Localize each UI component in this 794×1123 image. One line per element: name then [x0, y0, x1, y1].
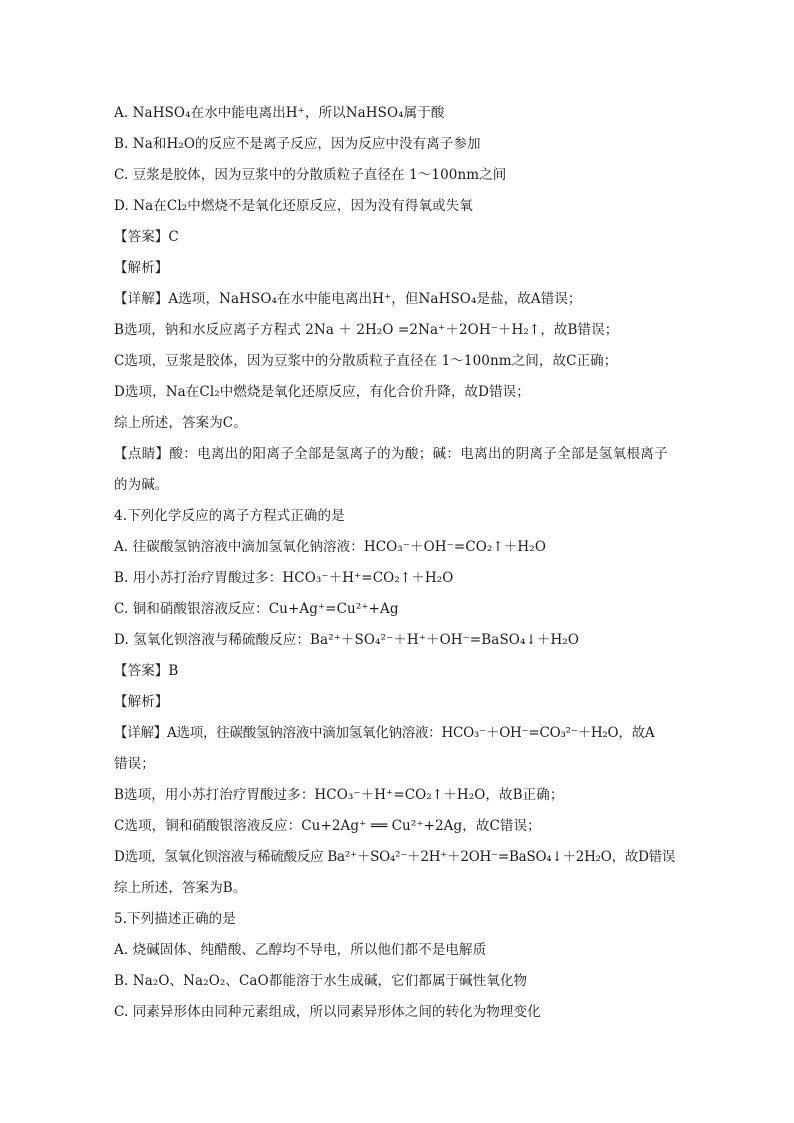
option-d-text: D. 氢氧化钡溶液与稀硫酸反应：Ba²⁺＋SO₄²⁻＋H⁺＋OH⁻=BaSO₄↓＋H₂O: [114, 632, 580, 648]
detail-text: D选项，Na在Cl₂中燃烧是氧化还原反应，有化合价升降，故D错误；: [114, 384, 530, 400]
detail-text: 【详解】A选项，往碳酸氢钠溶液中滴加氢氧化钠溶液：HCO₃⁻＋OH⁻=CO₃²⁻＋H₂O，故A: [114, 725, 655, 741]
document-page: [114, 98, 694, 1028]
option-a-text: A. NaHSO₄在水中能电离出H⁺，所以NaHSO₄属于酸: [114, 105, 445, 121]
detail-text: 错误；: [114, 756, 155, 772]
answer-label: 【答案】C: [114, 229, 179, 245]
option-c-text: C. 铜和硝酸银溶液反应：Cu+Ag⁺=Cu²⁺+Ag: [114, 601, 399, 617]
option-a-text: A. 往碳酸氢钠溶液中滴加氢氧化钠溶液：HCO₃⁻＋OH⁻=CO₂↑＋H₂O: [114, 539, 546, 555]
detail-text: B选项，钠和水反应离子方程式 2Na ＋ 2H₂O =2Na⁺＋2OH⁻＋H₂↑，故B错误；: [114, 322, 619, 338]
option-c-text: C. 豆浆是胶体，因为豆浆中的分散质粒子直径在 1～100nm之间: [114, 167, 507, 183]
analysis-label: 【解析】: [114, 694, 169, 710]
option-b-text: B. 用小苏打治疗胃酸过多：HCO₃⁻＋H⁺=CO₂↑＋H₂O: [114, 570, 454, 586]
summary-text: 综上所述，答案为B。: [114, 880, 247, 896]
question-4-stem: 4.下列化学反应的离子方程式正确的是: [114, 508, 345, 524]
detail-text: C选项，铜和硝酸银溶液反应：Cu+2Ag⁺ ══ Cu²⁺+2Ag，故C错误；: [114, 818, 541, 834]
note-text: 的为碱。: [114, 477, 169, 493]
detail-text: 【详解】A选项，NaHSO₄在水中能电离出H⁺，但NaHSO₄是盐，故A错误；: [114, 291, 582, 307]
option-b-text: B. Na₂O、Na₂O₂、CaO都能溶于水生成碱，它们都属于碱性氧化物: [114, 973, 528, 989]
detail-text: C选项，豆浆是胶体，因为豆浆中的分散质粒子直径在 1～100nm之间，故C正确；: [114, 353, 618, 369]
answer-label: 【答案】B: [114, 663, 179, 679]
detail-text: D选项，氢氧化钡溶液与稀硫酸反应 Ba²⁺＋SO₄²⁻＋2H⁺＋2OH⁻=BaSO₄↓＋2H₂O，故D错误: [114, 849, 676, 865]
detail-text: B选项，用小苏打治疗胃酸过多：HCO₃⁻＋H⁺=CO₂↑＋H₂O，故B正确；: [114, 787, 564, 803]
option-c-text: C. 同素异形体由同种元素组成，所以同素异形体之间的转化为物理变化: [114, 1004, 541, 1020]
analysis-label: 【解析】: [114, 260, 169, 276]
option-d-text: D. Na在Cl₂中燃烧不是氧化还原反应，因为没有得氧或失氧: [114, 198, 473, 214]
option-b-text: B. Na和H₂O的反应不是离子反应，因为反应中没有离子参加: [114, 136, 481, 152]
option-a-text: A. 烧碱固体、纯醋酸、乙醇均不导电，所以他们都不是电解质: [114, 942, 487, 958]
summary-text: 综上所述，答案为C。: [114, 415, 247, 431]
question-5-stem: 5.下列描述正确的是: [114, 911, 236, 927]
note-text: 【点睛】酸：电离出的阳离子全部是氢离子的为酸；碱：电离出的阴离子全部是氢氧根离子: [114, 446, 668, 462]
